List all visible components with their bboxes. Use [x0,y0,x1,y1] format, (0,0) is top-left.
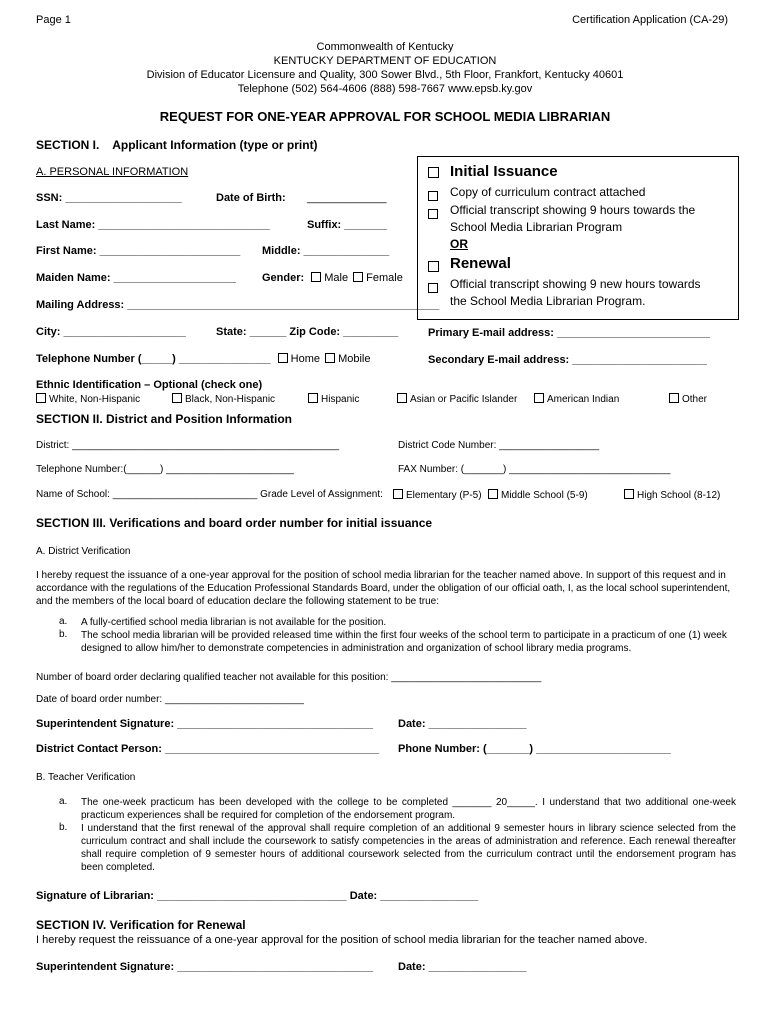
statement-b-mark: b. [59,629,68,640]
grade-label: Elementary (P-5) [406,490,482,501]
grade-label: Middle School (5-9) [501,490,588,501]
renewal-checkbox[interactable] [428,259,439,277]
ethnic-option-2[interactable] [172,393,275,405]
initial-item-3: School Media Librarian Program [450,220,623,234]
city-field[interactable]: City: ____________________ [36,326,186,338]
ethnic-checkbox-icon[interactable] [397,393,407,403]
checkbox-icon[interactable] [428,209,438,219]
ethnic-option-label: Asian or Pacific Islander [410,394,518,405]
gender-female-checkbox[interactable] [353,272,363,282]
page-number: Page 1 [36,14,71,26]
librarian-signature-field[interactable]: Signature of Librarian: _______________________________ Date: ________________ [36,890,479,902]
telephone-group [36,353,370,365]
statement-b-text: The school media librarian will be provided released time within the first four weeks of the school term to participate in a practicum of one (1) week designed to allow him/her to demonstrate competencies in administration and organization of school library media programs. [81,630,727,654]
checkbox-icon[interactable] [624,489,634,499]
teacher-b-mark: b. [59,822,68,833]
contact-phone-field[interactable]: Phone Number: (_______) ______________________ [398,743,671,755]
renewal-transcript-checkbox[interactable] [428,279,441,297]
ethnic-checkbox-icon[interactable] [669,393,679,403]
renewal-request-text: I hereby request the reissuance of a one-year approval for the position of school media librarian for the teacher named above. [36,934,648,946]
checkbox-icon[interactable] [428,261,439,272]
teacher-verification-heading: B. Teacher Verification [36,772,136,783]
last-name-field[interactable]: Last Name: ____________________________ [36,219,270,231]
district-field[interactable]: District: ________________________________________________ [36,440,340,451]
district-contact-field[interactable]: District Contact Person: ___________________________________ [36,743,380,755]
gender-label: Gender: [262,272,305,284]
page-title: REQUEST FOR ONE-YEAR APPROVAL FOR SCHOOL MEDIA LIBRARIAN [159,109,611,124]
ethnic-option-label: Hispanic [321,394,360,405]
renewal-item-2: the School Media Librarian Program. [450,294,646,308]
transcript-checkbox[interactable] [428,205,441,223]
ethnic-option-3[interactable] [308,393,359,405]
maiden-name-field[interactable]: Maiden Name: ____________________ [36,272,236,284]
agency-line-3: Division of Educator Licensure and Quality, 300 Sower Blvd., 5th Floor, Frankfort, Kentucky 40601 [146,69,624,81]
or-label: OR [450,237,468,251]
initial-issuance-title: Initial Issuance [450,163,558,180]
ethnic-heading: Ethnic Identification – Optional (check one) [36,379,263,391]
gender-female-label: Female [366,272,403,284]
renewal-title: Renewal [450,255,511,272]
board-date-field[interactable]: Date of board order number: _________________________ [36,694,304,705]
agency-line-2: KENTUCKY DEPARTMENT OF EDUCATION [273,55,497,67]
section2-heading: SECTION II. District and Position Information [36,412,293,426]
section3-heading: SECTION III. Verifications and board order number for initial issuance [36,516,433,530]
teacher-b-text: I understand that the first renewal of the approval shall require completion of an additional 9 semester hours in library science selected from the curriculum contract and shall include the coursework to satisfy competencies in the areas of administration and reference. Each renewal thereafter shall require completion of 9 semester hours of additional coursework selected from the curriculum contract until the endorsement program has been completed. [81,823,736,873]
middle-field[interactable]: Middle: ______________ [262,245,390,257]
school-name-field[interactable]: Name of School: __________________________ Grade Level of Assignment: [36,489,383,500]
checkbox-icon[interactable] [428,283,438,293]
checkbox-icon[interactable] [488,489,498,499]
ethnic-option-label: Black, Non-Hispanic [185,394,276,405]
statement-a-mark: a. [59,616,68,627]
ethnic-option-label: American Indian [547,394,620,405]
checkbox-icon[interactable] [428,191,438,201]
primary-email-field[interactable]: Primary E-mail address: _________________________ [428,327,710,339]
ethnic-option-label: Other [682,394,708,405]
grade-elementary[interactable] [393,489,482,501]
gender-male-label: Male [324,272,349,284]
district-verification-heading: A. District Verification [36,546,131,557]
mailing-address-field[interactable]: Mailing Address: ___________________________________________________ [36,299,440,311]
renewal-date-field[interactable]: Date: ________________ [398,961,527,973]
ssn-field[interactable]: SSN: ___________________ [36,192,182,204]
agency-line-4: Telephone (502) 564-4606 (888) 598-7667 www.epsb.ky.gov [237,83,533,95]
superintendent-signature-field[interactable]: Superintendent Signature: ________________________________ [36,718,373,730]
suffix-field[interactable]: Suffix: _______ [307,219,388,231]
secondary-email-field[interactable]: Secondary E-mail address: ______________________ [428,354,707,366]
personal-info-heading: A. PERSONAL INFORMATION [36,166,189,178]
dob-label: Date of Birth: [216,192,286,204]
section4-heading: SECTION IV. Verification for Renewal [36,918,246,932]
telephone-field[interactable]: Telephone Number (_____) _______________ [36,353,271,365]
phone-home-checkbox[interactable] [278,353,288,363]
district-telephone-field[interactable]: Telephone Number:(______) _______________________ [36,464,294,475]
grade-middle[interactable] [488,489,588,501]
ethnic-checkbox-icon[interactable] [308,393,318,403]
fax-field[interactable]: FAX Number: (_______) _____________________________ [398,464,671,475]
board-order-field[interactable]: Number of board order declaring qualified teacher not available for this position: ___________________________ [36,672,542,683]
gender-male-checkbox[interactable] [311,272,321,282]
phone-mobile-label: Mobile [338,353,371,365]
renewal-item-1: Official transcript showing 9 new hours towards [450,277,701,291]
gender-group [262,272,403,284]
request-paragraph: I hereby request the issuance of a one-year approval for the position of school media librarian for the teacher named above. In support of this request and in accordance with the regulations of the Education Professional Standards Board, under the obligation of our official oath, I, as the local school superintendent, and the members of the local board of education declare the following statement to be true: [36,570,731,607]
agency-line-1: Commonwealth of Kentucky [316,41,454,53]
ethnic-option-4[interactable] [397,393,517,405]
superintendent-date-field[interactable]: Date: ________________ [398,718,527,730]
statement-a-text: A fully-certified school media librarian is not available for the position. [81,617,387,628]
checkbox-icon[interactable] [428,167,439,178]
teacher-a-text: The one-week practicum has been developed with the college to be completed _______ 20_____. I understand that two additional one-week practicum experiences shall be required for completion of the endorsement program. [81,797,736,821]
curriculum-contract-checkbox[interactable] [428,187,441,205]
state-zip-field[interactable]: State: ______ Zip Code: _________ [216,326,399,338]
grade-high[interactable] [624,489,720,501]
initial-item-1: Copy of curriculum contract attached [450,185,646,199]
ethnic-checkbox-icon[interactable] [36,393,46,403]
dob-field[interactable]: _____________ [307,192,387,204]
phone-mobile-checkbox[interactable] [325,353,335,363]
section1-heading: SECTION I. Applicant Information (type or print) [36,138,318,152]
ethnic-option-1[interactable] [36,393,140,405]
phone-home-label: Home [290,353,321,365]
teacher-a-mark: a. [59,796,68,807]
ethnic-option-5[interactable] [534,393,619,405]
initial-item-2: Official transcript showing 9 hours towards the [450,203,696,217]
ethnic-option-label: White, Non-Hispanic [49,394,141,405]
first-name-field[interactable]: First Name: _______________________ [36,245,241,257]
form-id: Certification Application (CA-29) [572,14,728,26]
renewal-superintendent-signature-field[interactable]: Superintendent Signature: ________________________________ [36,961,373,973]
checkbox-icon[interactable] [393,489,403,499]
district-code-field[interactable]: District Code Number: __________________ [398,440,600,451]
grade-label: High School (8-12) [637,490,721,501]
ethnic-option-6[interactable] [669,393,707,405]
ethnic-checkbox-icon[interactable] [534,393,544,403]
initial-issuance-checkbox[interactable] [428,165,439,183]
ethnic-checkbox-icon[interactable] [172,393,182,403]
